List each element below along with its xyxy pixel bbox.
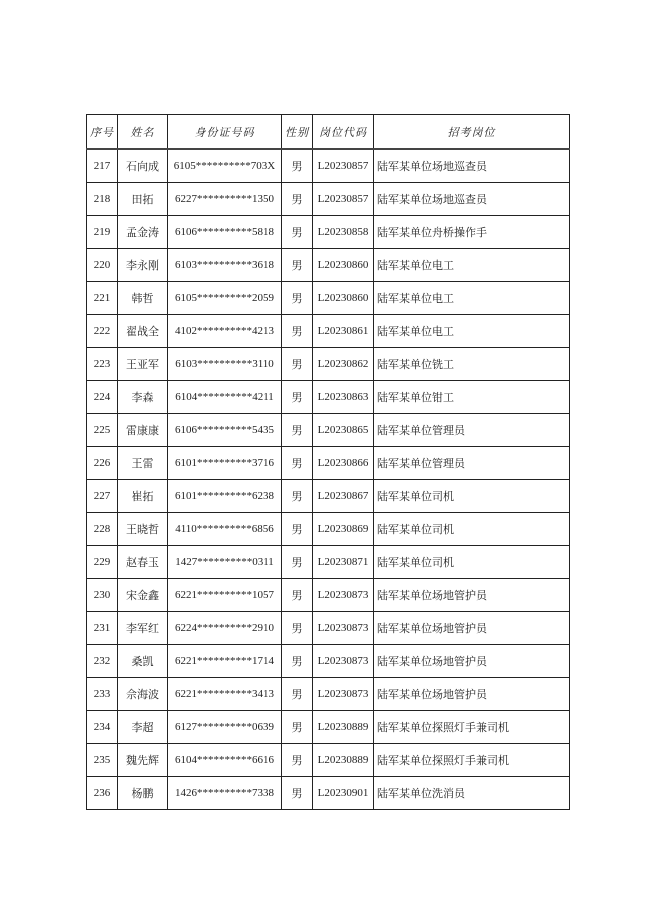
table-row	[87, 249, 570, 282]
cell-id-number: 6221**********1714	[168, 645, 282, 678]
cell-id-number: 6103**********3618	[168, 249, 282, 282]
cell-seq: 224	[87, 381, 118, 414]
cell-seq: 218	[87, 183, 118, 216]
table-row	[87, 183, 570, 216]
cell-seq: 236	[87, 777, 118, 810]
cell-name: 李军红	[118, 612, 168, 645]
cell-post-code: L20230861	[313, 315, 374, 348]
cell-gender: 男	[282, 315, 313, 348]
table-row	[87, 645, 570, 678]
cell-seq: 229	[87, 546, 118, 579]
cell-post: 陆军某单位场地管护员	[374, 579, 570, 612]
cell-gender: 男	[282, 546, 313, 579]
cell-post-code: L20230862	[313, 348, 374, 381]
cell-post-code: L20230857	[313, 149, 374, 183]
cell-post-code: L20230901	[313, 777, 374, 810]
table-row	[87, 447, 570, 480]
cell-id-number: 6103**********3110	[168, 348, 282, 381]
cell-post-code: L20230873	[313, 678, 374, 711]
table-row	[87, 513, 570, 546]
cell-seq: 220	[87, 249, 118, 282]
header-post: 招考岗位	[374, 115, 570, 150]
cell-post-code: L20230858	[313, 216, 374, 249]
cell-gender: 男	[282, 183, 313, 216]
cell-post-code: L20230860	[313, 282, 374, 315]
cell-seq: 235	[87, 744, 118, 777]
header-seq: 序号	[87, 115, 118, 150]
cell-gender: 男	[282, 579, 313, 612]
cell-gender: 男	[282, 447, 313, 480]
table-row	[87, 381, 570, 414]
cell-seq: 223	[87, 348, 118, 381]
cell-id-number: 6105**********2059	[168, 282, 282, 315]
cell-seq: 217	[87, 149, 118, 183]
cell-name: 李超	[118, 711, 168, 744]
cell-seq: 219	[87, 216, 118, 249]
cell-name: 魏先辉	[118, 744, 168, 777]
cell-gender: 男	[282, 249, 313, 282]
cell-gender: 男	[282, 480, 313, 513]
cell-post-code: L20230867	[313, 480, 374, 513]
table-row	[87, 744, 570, 777]
cell-name: 王晓哲	[118, 513, 168, 546]
cell-name: 石向成	[118, 149, 168, 183]
cell-gender: 男	[282, 678, 313, 711]
table-header-row	[87, 115, 570, 150]
cell-post: 陆军某单位司机	[374, 546, 570, 579]
cell-id-number: 6221**********3413	[168, 678, 282, 711]
cell-gender: 男	[282, 348, 313, 381]
cell-id-number: 6224**********2910	[168, 612, 282, 645]
cell-name: 佘海波	[118, 678, 168, 711]
cell-seq: 226	[87, 447, 118, 480]
cell-name: 王雷	[118, 447, 168, 480]
table-row	[87, 678, 570, 711]
cell-id-number: 4102**********4213	[168, 315, 282, 348]
table-row	[87, 414, 570, 447]
cell-id-number: 6106**********5435	[168, 414, 282, 447]
header-name: 姓名	[118, 115, 168, 150]
header-id-number: 身份证号码	[168, 115, 282, 150]
cell-gender: 男	[282, 381, 313, 414]
cell-post: 陆军某单位电工	[374, 249, 570, 282]
cell-gender: 男	[282, 149, 313, 183]
cell-name: 孟金涛	[118, 216, 168, 249]
cell-name: 李永刚	[118, 249, 168, 282]
cell-id-number: 6106**********5818	[168, 216, 282, 249]
cell-post: 陆军某单位管理员	[374, 447, 570, 480]
cell-gender: 男	[282, 612, 313, 645]
cell-post: 陆军某单位电工	[374, 282, 570, 315]
cell-id-number: 6105**********703X	[168, 149, 282, 183]
cell-id-number: 1427**********0311	[168, 546, 282, 579]
cell-post: 陆军某单位舟桥操作手	[374, 216, 570, 249]
cell-seq: 228	[87, 513, 118, 546]
table-row	[87, 348, 570, 381]
cell-seq: 232	[87, 645, 118, 678]
table-row	[87, 315, 570, 348]
cell-post-code: L20230873	[313, 579, 374, 612]
cell-id-number: 6221**********1057	[168, 579, 282, 612]
cell-post-code: L20230869	[313, 513, 374, 546]
header-post-code: 岗位代码	[313, 115, 374, 150]
cell-post: 陆军某单位场地管护员	[374, 645, 570, 678]
cell-post: 陆军某单位场地管护员	[374, 612, 570, 645]
cell-post: 陆军某单位探照灯手兼司机	[374, 744, 570, 777]
cell-seq: 227	[87, 480, 118, 513]
cell-id-number: 6104**********4211	[168, 381, 282, 414]
cell-name: 杨鹏	[118, 777, 168, 810]
cell-id-number: 6101**********6238	[168, 480, 282, 513]
header-gender: 性别	[282, 115, 313, 150]
cell-gender: 男	[282, 744, 313, 777]
cell-post: 陆军某单位洗消员	[374, 777, 570, 810]
cell-seq: 230	[87, 579, 118, 612]
table-row	[87, 777, 570, 810]
table-row	[87, 282, 570, 315]
cell-post-code: L20230871	[313, 546, 374, 579]
cell-seq: 225	[87, 414, 118, 447]
cell-post-code: L20230860	[313, 249, 374, 282]
cell-seq: 234	[87, 711, 118, 744]
cell-post: 陆军某单位电工	[374, 315, 570, 348]
cell-gender: 男	[282, 414, 313, 447]
cell-post: 陆军某单位场地巡查员	[374, 149, 570, 183]
cell-seq: 222	[87, 315, 118, 348]
cell-seq: 231	[87, 612, 118, 645]
cell-seq: 221	[87, 282, 118, 315]
table-row	[87, 612, 570, 645]
cell-post-code: L20230889	[313, 711, 374, 744]
cell-post-code: L20230889	[313, 744, 374, 777]
cell-id-number: 6101**********3716	[168, 447, 282, 480]
cell-gender: 男	[282, 645, 313, 678]
cell-post: 陆军某单位探照灯手兼司机	[374, 711, 570, 744]
cell-post-code: L20230865	[313, 414, 374, 447]
cell-name: 宋金鑫	[118, 579, 168, 612]
cell-id-number: 6104**********6616	[168, 744, 282, 777]
cell-post-code: L20230873	[313, 612, 374, 645]
cell-name: 田拓	[118, 183, 168, 216]
cell-post: 陆军某单位管理员	[374, 414, 570, 447]
cell-name: 李森	[118, 381, 168, 414]
candidate-table	[86, 114, 570, 810]
cell-name: 王亚军	[118, 348, 168, 381]
cell-post-code: L20230873	[313, 645, 374, 678]
cell-gender: 男	[282, 216, 313, 249]
cell-post: 陆军某单位铣工	[374, 348, 570, 381]
cell-post: 陆军某单位司机	[374, 513, 570, 546]
cell-gender: 男	[282, 513, 313, 546]
cell-id-number: 6127**********0639	[168, 711, 282, 744]
table-row	[87, 579, 570, 612]
cell-gender: 男	[282, 282, 313, 315]
cell-gender: 男	[282, 777, 313, 810]
cell-name: 赵春玉	[118, 546, 168, 579]
cell-post: 陆军某单位场地巡查员	[374, 183, 570, 216]
cell-post: 陆军某单位司机	[374, 480, 570, 513]
cell-post: 陆军某单位钳工	[374, 381, 570, 414]
cell-name: 韩哲	[118, 282, 168, 315]
cell-gender: 男	[282, 711, 313, 744]
table-row	[87, 546, 570, 579]
cell-id-number: 6227**********1350	[168, 183, 282, 216]
table-row	[87, 216, 570, 249]
cell-post-code: L20230863	[313, 381, 374, 414]
table-row	[87, 480, 570, 513]
cell-id-number: 1426**********7338	[168, 777, 282, 810]
cell-post-code: L20230857	[313, 183, 374, 216]
cell-name: 翟战全	[118, 315, 168, 348]
table-row	[87, 149, 570, 183]
cell-seq: 233	[87, 678, 118, 711]
cell-id-number: 4110**********6856	[168, 513, 282, 546]
cell-name: 雷康康	[118, 414, 168, 447]
cell-post-code: L20230866	[313, 447, 374, 480]
cell-name: 崔拓	[118, 480, 168, 513]
cell-post: 陆军某单位场地管护员	[374, 678, 570, 711]
cell-name: 桑凯	[118, 645, 168, 678]
table-row	[87, 711, 570, 744]
